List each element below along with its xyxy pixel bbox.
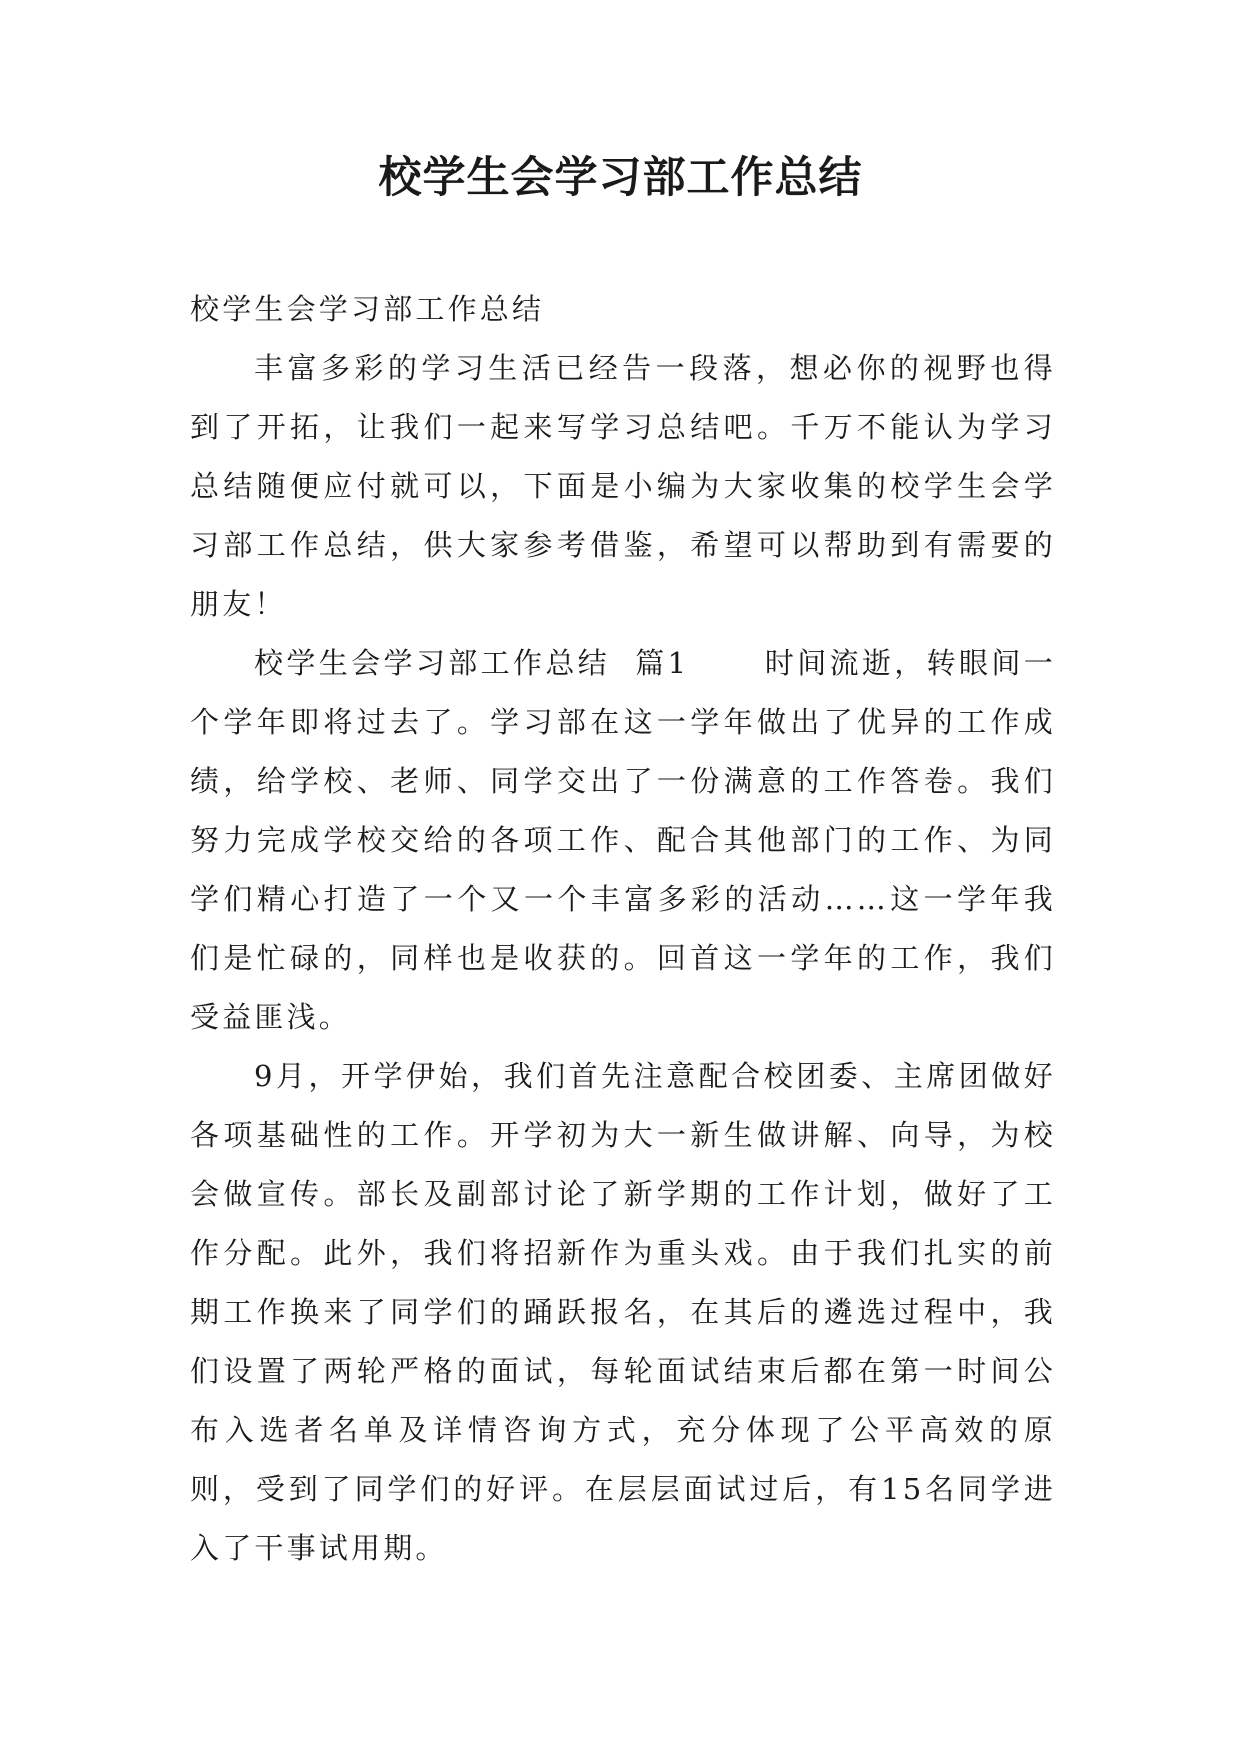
document-body (190, 280, 1056, 1578)
paragraph-intro: 丰富多彩的学习生活已经告一段落，想必你的视野也得到了开拓，让我们一起来写学习总结吧。千万不能认为学习总结随便应付就可以，下面是小编为大家收集的校学生会学习部工作总结，供大家参考借鉴，希望可以帮助到有需要的朋友！ (190, 351, 1056, 621)
document-title: 校学生会学习部工作总结 (378, 153, 863, 203)
paragraph-subtitle: 校学生会学习部工作总结 (190, 292, 545, 326)
paragraph-part-1: 校学生会学习部工作总结 篇1 时间流逝，转眼间一个学年即将过去了。学习部在这一学年做出了优异的工作成绩，给学校、老师、同学交出了一份满意的工作答卷。我们努力完成学校交给的各项工作、配合其他部门的工作、为同学们精心打造了一个又一个丰富多彩的活动……这一学年我们是忙碌的，同样也是收获的。回首这一学年的工作，我们受益匪浅。 (190, 646, 1056, 1034)
paragraph-september: 9月，开学伊始，我们首先注意配合校团委、主席团做好各项基础性的工作。开学初为大一新生做讲解、向导，为校会做宣传。部长及副部讨论了新学期的工作计划，做好了工作分配。此外，我们将招新作为重头戏。由于我们扎实的前期工作换来了同学们的踊跃报名，在其后的遴选过程中，我们设置了两轮严格的面试，每轮面试结束后都在第一时间公布入选者名单及详情咨询方式，充分体现了公平高效的原则，受到了同学们的好评。在层层面试过后，有15名同学进入了干事试用期。 (190, 1059, 1056, 1565)
